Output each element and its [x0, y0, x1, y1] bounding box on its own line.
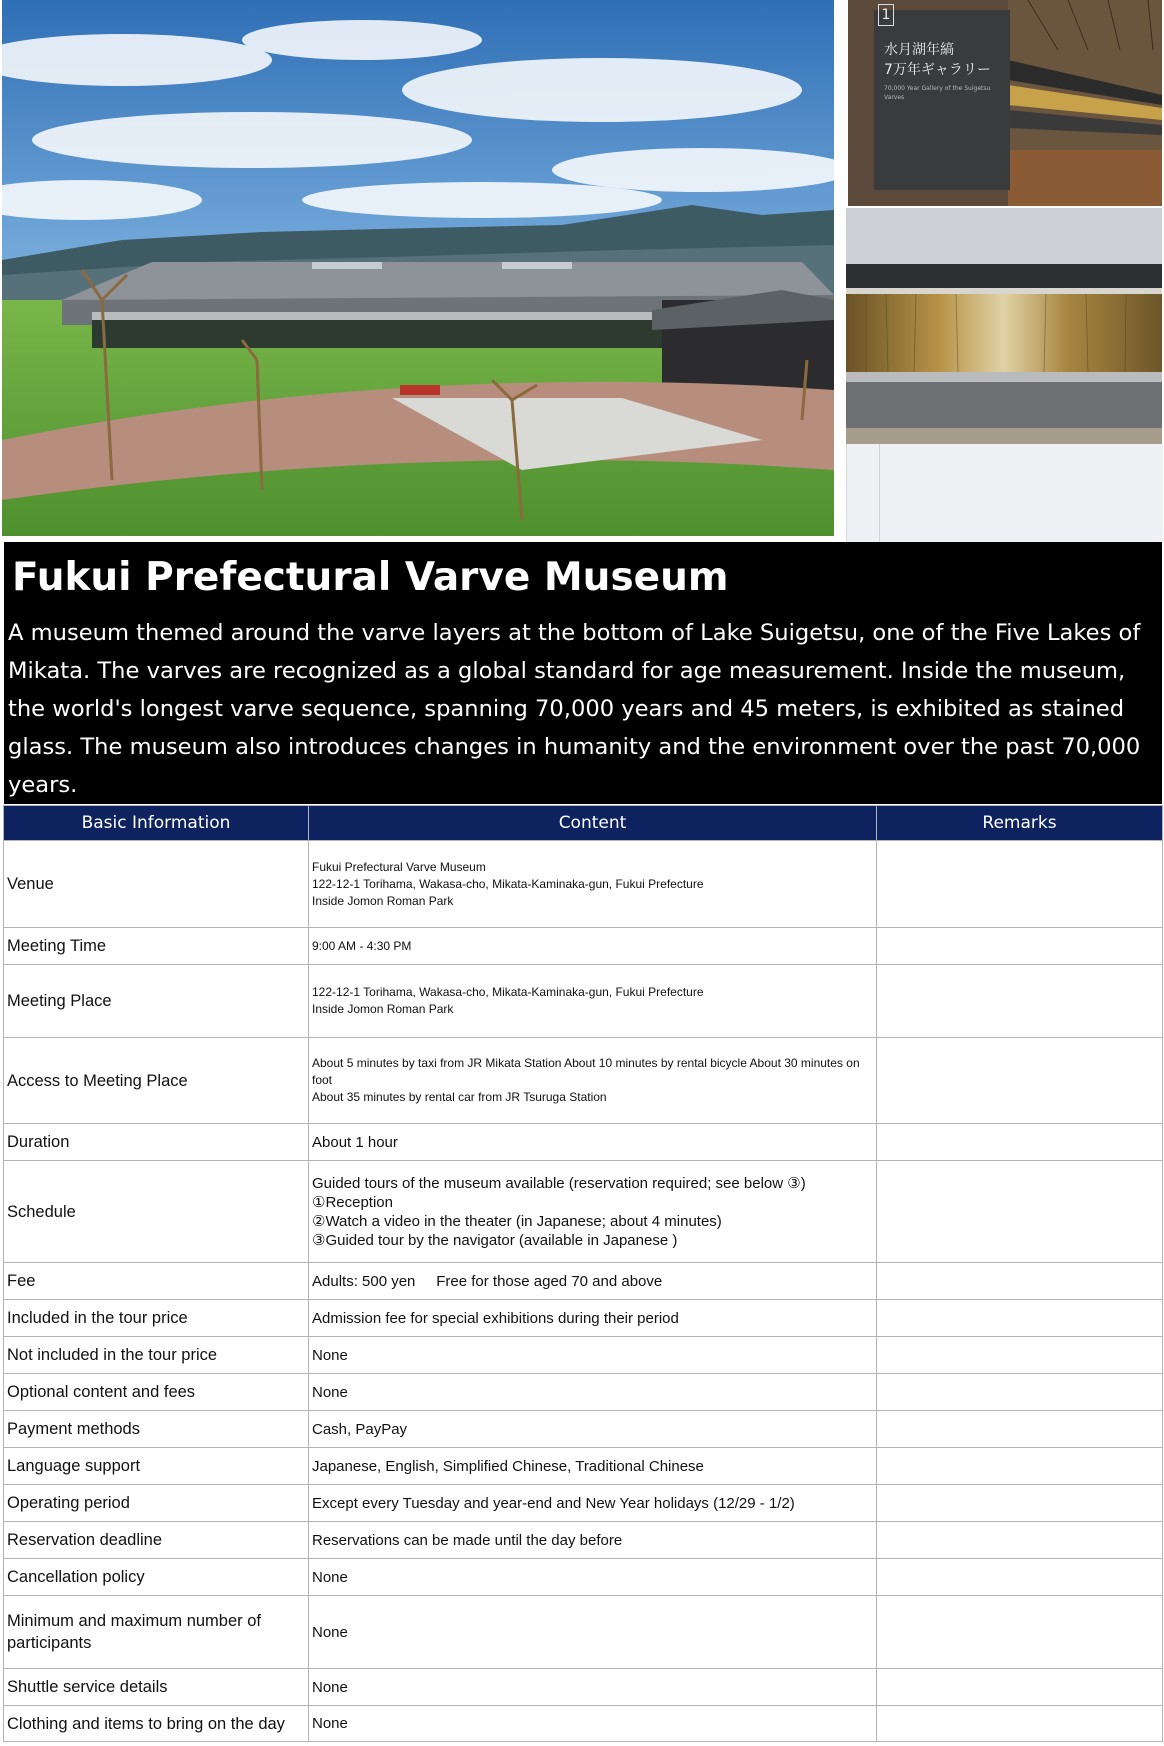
- schedule-line: ②Watch a video in the theater (in Japanese; about 4 minutes): [312, 1212, 722, 1230]
- table-row-schedule: [4, 1161, 1163, 1263]
- participants-value: None: [309, 1596, 877, 1669]
- header-remarks: Remarks: [877, 806, 1163, 841]
- museum-exterior-photo: [2, 0, 834, 536]
- fee-value: Adults: 500 yen Free for those aged 70 and above: [309, 1263, 877, 1300]
- gallery-sign-title-line1: 水月湖年縞: [884, 42, 954, 58]
- row-label: Operating period: [4, 1485, 309, 1522]
- venue-line: Fukui Prefectural Varve Museum: [312, 859, 486, 874]
- deadline-value: Reservations can be made until the day before: [309, 1522, 877, 1559]
- table-row-meeting-place: [4, 965, 1163, 1038]
- museum-info-panel: [4, 542, 1162, 804]
- row-label: Schedule: [4, 1161, 309, 1263]
- operating-value: Except every Tuesday and year-end and New Year holidays (12/29 - 1/2): [309, 1485, 877, 1522]
- row-remarks: [877, 841, 1163, 928]
- schedule-line: Guided tours of the museum available (reservation required; see below ③): [312, 1174, 806, 1192]
- row-remarks: [877, 1448, 1163, 1485]
- row-content: [309, 965, 877, 1038]
- gallery-sign-title-line2: 7万年ギャラリー: [884, 62, 991, 78]
- row-remarks: [877, 928, 1163, 965]
- table-row-operating: [4, 1485, 1163, 1522]
- row-label: Language support: [4, 1448, 309, 1485]
- row-label: Shuttle service details: [4, 1669, 309, 1706]
- table-header-row: [4, 806, 1163, 841]
- table-row-payment: [4, 1411, 1163, 1448]
- row-remarks: [877, 1522, 1163, 1559]
- table-row-shuttle: [4, 1669, 1163, 1706]
- row-label: Minimum and maximum number of participants: [4, 1596, 309, 1669]
- venue-line: 122-12-1 Torihama, Wakasa-cho, Mikata-Kaminaka-gun, Fukui Prefecture: [312, 876, 704, 891]
- table-row-meeting-time: [4, 928, 1163, 965]
- row-remarks: [877, 1411, 1163, 1448]
- row-label: Access to Meeting Place: [4, 1038, 309, 1124]
- row-remarks: [877, 1337, 1163, 1374]
- clothing-value: None: [309, 1706, 877, 1742]
- table-row-duration: [4, 1124, 1163, 1161]
- page-title: Fukui Prefectural Varve Museum: [12, 555, 729, 600]
- row-remarks: [877, 965, 1163, 1038]
- optional-value: None: [309, 1374, 877, 1411]
- gallery-sign-subtitle: 70,000 Year Gallery of the Suigetsu Varves: [884, 85, 991, 101]
- row-label: Fee: [4, 1263, 309, 1300]
- row-remarks: [877, 1596, 1163, 1669]
- table-row-cancellation: [4, 1559, 1163, 1596]
- table-row-clothing: [4, 1706, 1163, 1742]
- row-label: Optional content and fees: [4, 1374, 309, 1411]
- meeting-time-value: 9:00 AM - 4:30 PM: [312, 938, 412, 953]
- row-label: Reservation deadline: [4, 1522, 309, 1559]
- schedule-line: ①Reception: [312, 1193, 393, 1211]
- row-label: Payment methods: [4, 1411, 309, 1448]
- row-remarks: [877, 1374, 1163, 1411]
- gallery-sign-number: 1: [878, 4, 894, 26]
- row-content: [309, 1038, 877, 1124]
- row-label: Meeting Place: [4, 965, 309, 1038]
- table-row-deadline: [4, 1522, 1163, 1559]
- access-line: About 5 minutes by taxi from JR Mikata Station About 10 minutes by rental bicycle About 30 minutes on foot: [312, 1056, 860, 1087]
- table-row-participants: [4, 1596, 1163, 1669]
- payment-value: Cash, PayPay: [309, 1411, 877, 1448]
- table-row-not-included: [4, 1337, 1163, 1374]
- table-row-language: [4, 1448, 1163, 1485]
- basic-info-table: [3, 805, 1163, 1742]
- row-remarks: [877, 1263, 1163, 1300]
- gallery-sign: [874, 7, 1010, 190]
- row-label: Included in the tour price: [4, 1300, 309, 1337]
- language-value: Japanese, English, Simplified Chinese, Traditional Chinese: [309, 1448, 877, 1485]
- venue-line: Inside Jomon Roman Park: [312, 893, 454, 908]
- row-remarks: [877, 1559, 1163, 1596]
- row-remarks: [877, 1124, 1163, 1161]
- access-line: About 35 minutes by rental car from JR Tsuruga Station: [312, 1090, 607, 1104]
- row-remarks: [877, 1038, 1163, 1124]
- row-label: Duration: [4, 1124, 309, 1161]
- table-row-optional: [4, 1374, 1163, 1411]
- row-content: [309, 1161, 877, 1263]
- row-label: Not included in the tour price: [4, 1337, 309, 1374]
- meeting-place-line: 122-12-1 Torihama, Wakasa-cho, Mikata-Kaminaka-gun, Fukui Prefecture: [312, 985, 704, 999]
- not-included-value: None: [309, 1337, 877, 1374]
- shuttle-value: None: [309, 1669, 877, 1706]
- row-remarks: [877, 1669, 1163, 1706]
- row-label: Venue: [4, 841, 309, 928]
- row-remarks: [877, 1706, 1163, 1742]
- row-content: [309, 841, 877, 928]
- varve-stained-glass-photo: [846, 208, 1162, 444]
- row-label: Meeting Time: [4, 928, 309, 965]
- table-row-access: [4, 1038, 1163, 1124]
- table-row-fee: [4, 1263, 1163, 1300]
- photo-gap: [846, 444, 1163, 542]
- row-remarks: [877, 1300, 1163, 1337]
- row-remarks: [877, 1161, 1163, 1263]
- table-row-venue: [4, 841, 1163, 928]
- row-content: [309, 928, 877, 965]
- row-label: Clothing and items to bring on the day: [4, 1706, 309, 1742]
- museum-description: A museum themed around the varve layers at the bottom of Lake Suigetsu, one of the Five Lakes of Mikata. The varves are recognized as a global standard for age measurement. Inside the museum, the world's longest varve sequence, spanning 70,000 years and 45 meters, is exhibited as stained glass. The museum also introduces changes in humanity and the environment over the past 70,000 years.: [8, 620, 1141, 798]
- table-row-included: [4, 1300, 1163, 1337]
- meeting-place-line: Inside Jomon Roman Park: [312, 1002, 454, 1016]
- row-remarks: [877, 1485, 1163, 1522]
- included-value: Admission fee for special exhibitions during their period: [309, 1300, 877, 1337]
- schedule-line: ③Guided tour by the navigator (available in Japanese ): [312, 1231, 678, 1249]
- header-content: Content: [309, 806, 877, 841]
- row-label: Cancellation policy: [4, 1559, 309, 1596]
- cancellation-value: None: [309, 1559, 877, 1596]
- duration-value: About 1 hour: [309, 1124, 877, 1161]
- header-basic-information: Basic Information: [4, 806, 309, 841]
- varve-gallery-photo: [848, 0, 1162, 206]
